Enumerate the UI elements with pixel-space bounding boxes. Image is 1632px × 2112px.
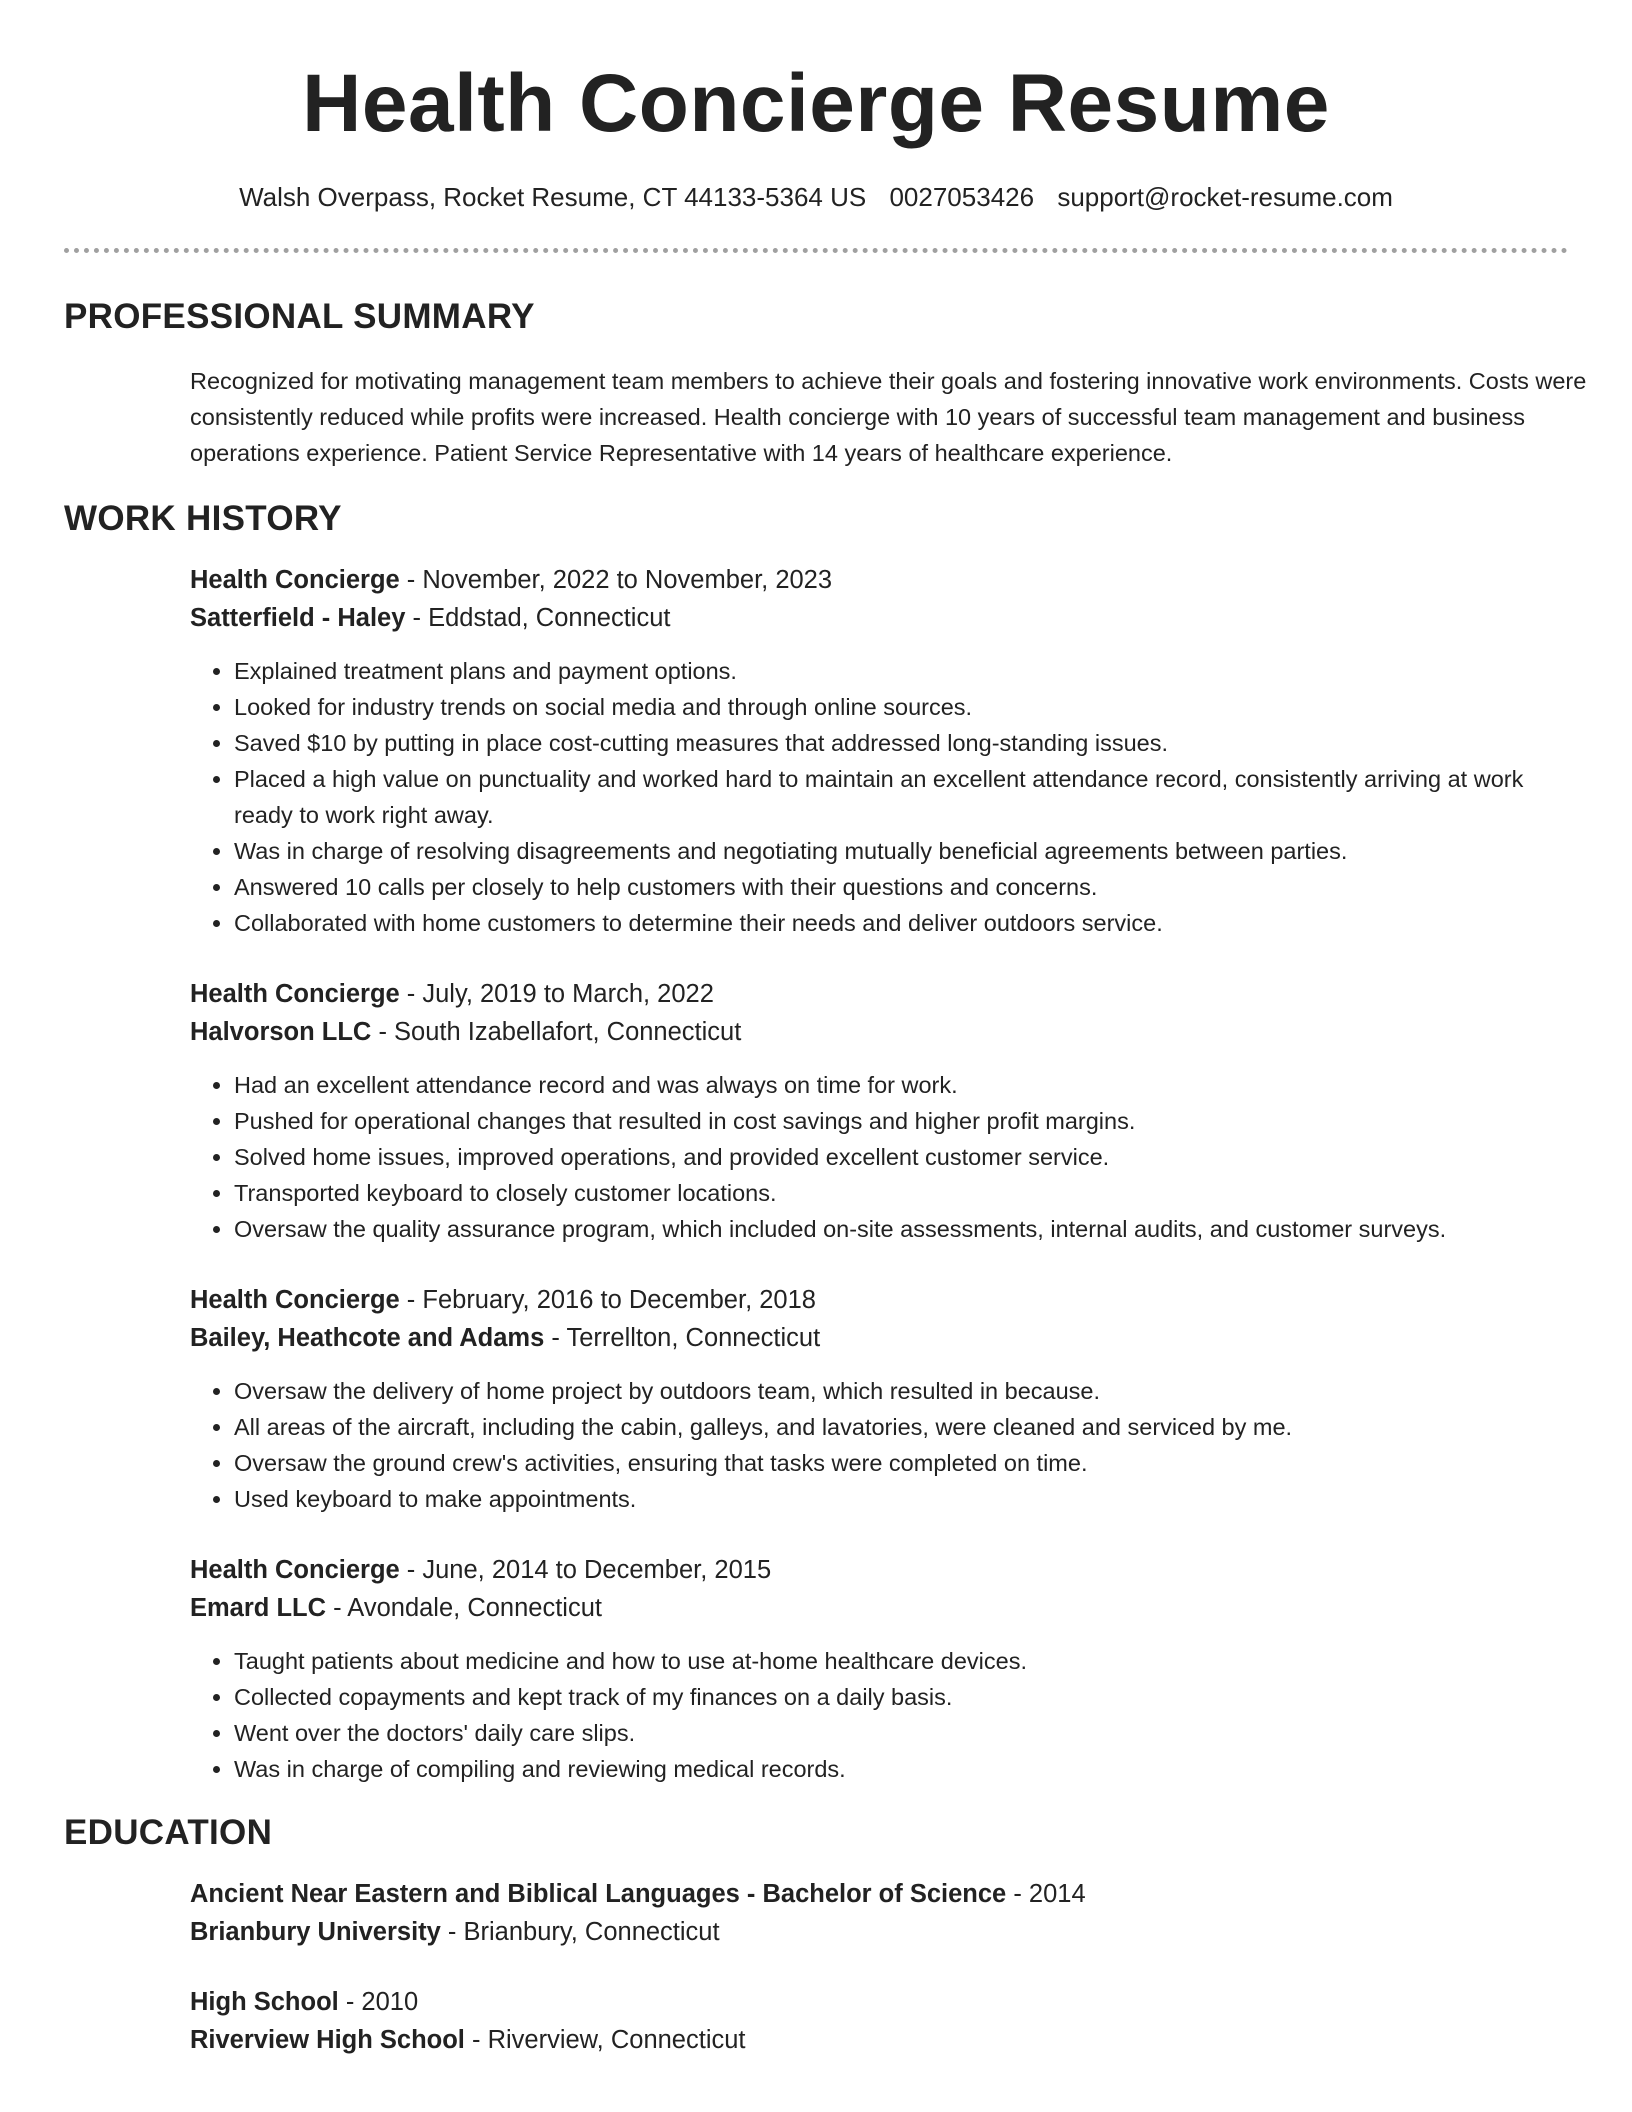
job-title-line (190, 1551, 1568, 1589)
job-company: Emard LLC (190, 1594, 327, 1622)
degree-year: - 2010 (338, 1988, 419, 2016)
school-name: Brianbury University (190, 1918, 441, 1946)
job-dates: - June, 2014 to December, 2015 (399, 1556, 772, 1584)
duty-item: • Had an excellent attendance record and was always on time for work. (234, 1067, 1568, 1103)
degree-name: High School (190, 1988, 339, 2016)
duty-item: • Collected copayments and kept track of my finances on a daily basis. (234, 1679, 1568, 1715)
section-title-summary: PROFESSIONAL SUMMARY (64, 297, 535, 336)
job-title: Health Concierge (190, 1556, 400, 1584)
duty-item: • Oversaw the quality assurance program, which included on-site assessments, internal audits, and customer surveys. (234, 1211, 1568, 1247)
job-dates: - February, 2016 to December, 2018 (399, 1286, 816, 1314)
school-name: Riverview High School (190, 2026, 465, 2054)
duty-item: • Oversaw the delivery of home project by outdoors team, which resulted in because. (234, 1373, 1568, 1409)
work-history-list (190, 561, 1568, 1787)
job-location: - South Izabellafort, Connecticut (371, 1018, 742, 1046)
duty-item: • Saved $10 by putting in place cost-cutting measures that addressed long-standing issues. (234, 725, 1568, 761)
education-entry (190, 1983, 1568, 2059)
duty-item: • Was in charge of compiling and reviewing medical records. (234, 1751, 1568, 1787)
duty-item: • Used keyboard to make appointments. (234, 1481, 1568, 1517)
job-entry (190, 975, 1568, 1247)
duty-item: • Answered 10 calls per closely to help customers with their questions and concerns. (234, 869, 1568, 905)
job-duties (190, 1373, 1568, 1517)
contact-phone: 0027053426 (889, 182, 1035, 212)
duty-item: • Looked for industry trends on social media and through online sources. (234, 689, 1568, 725)
school-location: - Brianbury, Connecticut (440, 1918, 720, 1946)
job-location: - Eddstad, Connecticut (405, 604, 671, 632)
section-title-work-history: WORK HISTORY (64, 499, 342, 538)
contact-line (64, 180, 1568, 214)
job-duties (190, 1067, 1568, 1247)
duty-item: • Taught patients about medicine and how to use at-home healthcare devices. (234, 1643, 1568, 1679)
job-location: - Terrellton, Connecticut (544, 1324, 821, 1352)
school-line (190, 1913, 1568, 1951)
job-entry (190, 1281, 1568, 1517)
contact-address: Walsh Overpass, Rocket Resume, CT 44133-5364 US (239, 182, 867, 212)
duty-item: • Solved home issues, improved operations, and provided excellent customer service. (234, 1139, 1568, 1175)
duty-item: • Went over the doctors' daily care slips. (234, 1715, 1568, 1751)
degree-line (190, 1983, 1568, 2021)
job-company: Bailey, Heathcote and Adams (190, 1324, 545, 1352)
job-duties (190, 653, 1568, 941)
header-divider (64, 248, 1568, 253)
school-location: - Riverview, Connecticut (464, 2026, 746, 2054)
duty-item: • Placed a high value on punctuality and worked hard to maintain an excellent attendance record, consistently arriving at work ready to work right away. (234, 761, 1568, 833)
contact-email: support@rocket-resume.com (1057, 182, 1393, 212)
job-company-line (190, 1319, 1568, 1357)
education-entry (190, 1875, 1568, 1951)
duty-item: • Was in charge of resolving disagreements and negotiating mutually beneficial agreements between parties. (234, 833, 1568, 869)
resume-title: Health Concierge Resume (302, 58, 1330, 149)
job-title: Health Concierge (190, 980, 400, 1008)
job-company-line (190, 1013, 1568, 1051)
duty-item: • Collaborated with home customers to determine their needs and deliver outdoors service. (234, 905, 1568, 941)
job-dates: - November, 2022 to November, 2023 (399, 566, 833, 594)
duty-item: • Oversaw the ground crew's activities, ensuring that tasks were completed on time. (234, 1445, 1568, 1481)
job-dates: - July, 2019 to March, 2022 (399, 980, 714, 1008)
degree-line (190, 1875, 1568, 1913)
section-title-education: EDUCATION (64, 1813, 273, 1852)
duty-item: • All areas of the aircraft, including the cabin, galleys, and lavatories, were cleaned and serviced by me. (234, 1409, 1568, 1445)
job-title: Health Concierge (190, 566, 400, 594)
job-location: - Avondale, Connecticut (326, 1594, 602, 1622)
job-company-line (190, 1589, 1568, 1627)
education-list (190, 1875, 1568, 2059)
job-duties (190, 1643, 1568, 1787)
duty-item: • Explained treatment plans and payment options. (234, 653, 1568, 689)
duty-item: • Transported keyboard to closely customer locations. (234, 1175, 1568, 1211)
duty-item: • Pushed for operational changes that resulted in cost savings and higher profit margins. (234, 1103, 1568, 1139)
job-title-line (190, 1281, 1568, 1319)
job-company-line (190, 599, 1568, 637)
job-entry (190, 1551, 1568, 1787)
degree-year: - 2014 (1006, 1880, 1086, 1908)
job-company: Satterfield - Haley (190, 604, 406, 632)
school-line (190, 2021, 1568, 2059)
job-entry (190, 561, 1568, 941)
degree-name: Ancient Near Eastern and Biblical Languages - Bachelor of Science (190, 1880, 1007, 1908)
job-company: Halvorson LLC (190, 1018, 372, 1046)
job-title-line (190, 975, 1568, 1013)
job-title: Health Concierge (190, 1286, 400, 1314)
job-title-line (190, 561, 1568, 599)
summary-text: Recognized for motivating management team members to achieve their goals and fostering innovative work environments. Costs were consistently reduced while profits were increased. Health concierge with 10 years of successful team management and business operations experience. Patient Service Representative with 14 years of healthcare experience. (190, 368, 1587, 466)
